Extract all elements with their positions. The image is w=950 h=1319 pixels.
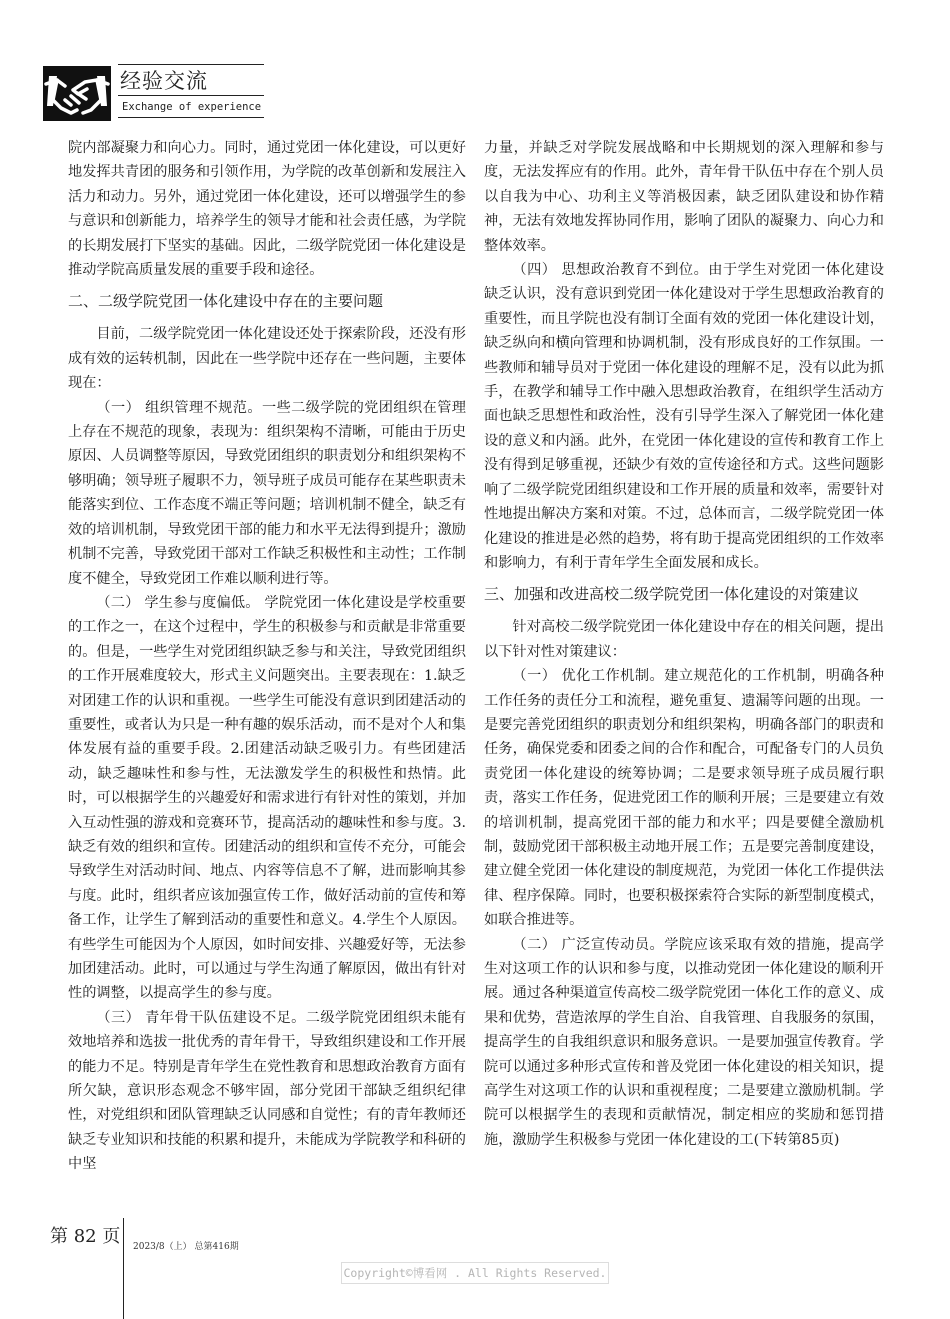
right-column [484,136,884,1152]
paragraph: （四） 思想政治教育不到位。由于学生对党团一体化建设缺乏认识，没有意识到党团一体化建设对于学生思想政治教育的重要性，而且学院也没有制订全面有效的党团一体化建设计划，缺乏纵向和横向管理和协调机制，没有形成良好的工作氛围。一些教师和辅导员对于党团一体化建设的理解不足，没有以此为抓手，在教学和辅导工作中融入思想政治教育，在组织学生活动方面也缺乏思想性和政治性，没有引导学生深入了解党团一体化建设的意义和内涵。此外，在党团一体化建设的宣传和教育工作上没有得到足够重视，还缺少有效的宣传途径和方式。这些问题影响了二级学院党团组织建设和工作开展的质量和效率，需要针对性地提出解决方案和对策。不过，总体而言，二级学院党团一体化建设的推进是必然的趋势，将有助于提高党团组织的工作效率和影响力，有利于青年学生全面发展和成长。 [484,262,884,571]
paragraph: 目前，二级学院党团一体化建设还处于探索阶段，还没有形成有效的运转机制，因此在一些学院中还存在一些问题，主要体现在： [68,326,466,392]
issue-info: 2023/8（上） 总第416期 [133,1242,239,1252]
handshake-icon [43,66,111,121]
paragraph: （二） 学生参与度偏低。 学院党团一体化建设是学校重要的工作之一，在这个过程中，学生的积极参与和贡献是非常重要的。但是，一些学生对党团组织缺乏参与和关注，导致党团组织的工作开展难度较大，形式主义问题突出。主要表现在：1.缺乏对团建工作的认识和重视。一些学生可能没有意识到团建活动的重要性，或者认为只是一种有趣的娱乐活动，而不是对个人和集体发展有益的重要手段。2.团建活动缺乏吸引力。有些团建活动，缺乏趣味性和参与性，无法激发学生的积极性和热情。此时，可以根据学生的兴趣爱好和需求进行有针对性的策划，并加入互动性强的游戏和竞赛环节，提高活动的趣味性和参与度。3.缺乏有效的组织和宣传。团建活动的组织和宣传不充分，可能会导致学生对活动时间、地点、内容等信息不了解，进而影响其参与度。此时，组织者应该加强宣传工作，做好活动前的宣传和筹备工作，让学生了解到活动的重要性和意义。4.学生个人原因。有些学生可能因为个人原因，如时间安排、兴趣爱好等，无法参加团建活动。此时，可以通过与学生沟通了解原因，做出有针对性的调整，以提高学生的参与度。 [68,594,466,1002]
header-bottom-rule [118,117,264,118]
paragraph: （三） 青年骨干队伍建设不足。二级学院党团组织未能有效地培养和选拔一批优秀的青年骨干，导致组织建设和工作开展的能力不足。特别是青年学生在党性教育和思想政治教育方面有所欠缺，意识形态观念不够牢固，部分党团干部缺乏组织纪律性，对党组织和团队管理缺乏认同感和自觉性；有的青年教师还缺乏专业知识和技能的积累和提升，未能成为学院教学和科研的中坚 [68,1009,466,1173]
left-column [68,136,466,1177]
paragraph: 力量，并缺乏对学院发展战略和中长期规划的深入理解和参与度，无法发挥应有的作用。此外，青年骨干队伍中存在个别人员以自我为中心、功利主义等消极因素，缺乏团队建设和协作精神，无法有效地发挥协同作用，影响了团队的凝聚力、向心力和整体效率。 [484,140,884,254]
section-title: 经验交流 [120,69,208,93]
section-heading-3: 三、加强和改进高校二级学院党团一体化建设的对策建议 [484,585,860,604]
paragraph: （一） 组织管理不规范。一些二级学院的党团组织在管理上存在不规范的现象，表现为：组织架构不清晰，可能由于历史原因、人员调整等原因，导致党团组织的职责划分和组织架构不够明确；领导班子履职不力，领导班子成员可能存在某些职责未能落实到位、工作态度不端正等问题；培训机制不健全，缺乏有效的培训机制，导致党团干部的能力和水平无法得到提升；激励机制不完善，导致党团干部对工作缺乏积极性和主动性；工作制度不健全，导致党团工作难以顺利进行等。 [68,399,466,587]
paragraph: 针对高校二级学院党团一体化建设中存在的相关问题，提出以下针对性对策建议： [484,619,884,660]
header-middle-rule [118,95,264,96]
copyright-watermark: Copyright©博看网 . All Rights Reserved. [341,1262,609,1284]
footer-divider [123,1218,124,1319]
section-heading-2: 二、二级学院党团一体化建设中存在的主要问题 [68,292,384,311]
paragraph: （一） 优化工作机制。建立规范化的工作机制，明确各种工作任务的责任分工和流程，避免重复、遗漏等问题的出现。一是要完善党团组织的职责划分和组织架构，明确各部门的职责和任务，确保党委和团委之间的合作和配合，可配备专门的人员负责党团一体化建设的统筹协调；二是要求领导班子成员履行职责，落实工作任务，促进党团工作的顺利开展；三是要建立有效的培训机制，提高党团干部的能力和水平；四是要健全激励机制，鼓励党团干部积极主动地开展工作；五是要完善制度建设，建立健全党团一体化建设的制度规范，为党团一体化工作提供法律、程序保障。同时，也要积极探索符合实际的新型制度模式，如联合推进等。 [484,668,884,929]
paragraph: （二） 广泛宣传动员。学院应该采取有效的措施，提高学生对这项工作的认识和参与度，以推动党团一体化建设的顺利开展。通过各种渠道宣传高校二级学院党团一体化工作的意义、成果和优势，营造浓厚的学生自治、自我管理、自我服务的氛围，提高学生的自我组织意识和服务意识。一是要加强宣传教育。学院可以通过多种形式宣传和普及党团一体化建设的相关知识，提高学生对这项工作的认识和重视程度；二是要建立激励机制。学院可以根据学生的表现和贡献情况，制定相应的奖励和惩罚措施，激励学生积极参与党团一体化建设的工(下转第85页) [484,936,884,1148]
section-subtitle: Exchange of experience [122,101,262,113]
paragraph: 院内部凝聚力和向心力。同时，通过党团一体化建设，可以更好地发挥共青团的服务和引领作用，为学院的改革创新和发展注入活力和动力。另外，通过党团一体化建设，还可以增强学生的参与意识和创新能力，培养学生的领导才能和社会责任感，为学院的长期发展打下坚实的基础。因此，二级学院党团一体化建设是推动学院高质量发展的重要手段和途径。 [68,140,466,279]
page-number: 第 82 页 [50,1226,121,1247]
